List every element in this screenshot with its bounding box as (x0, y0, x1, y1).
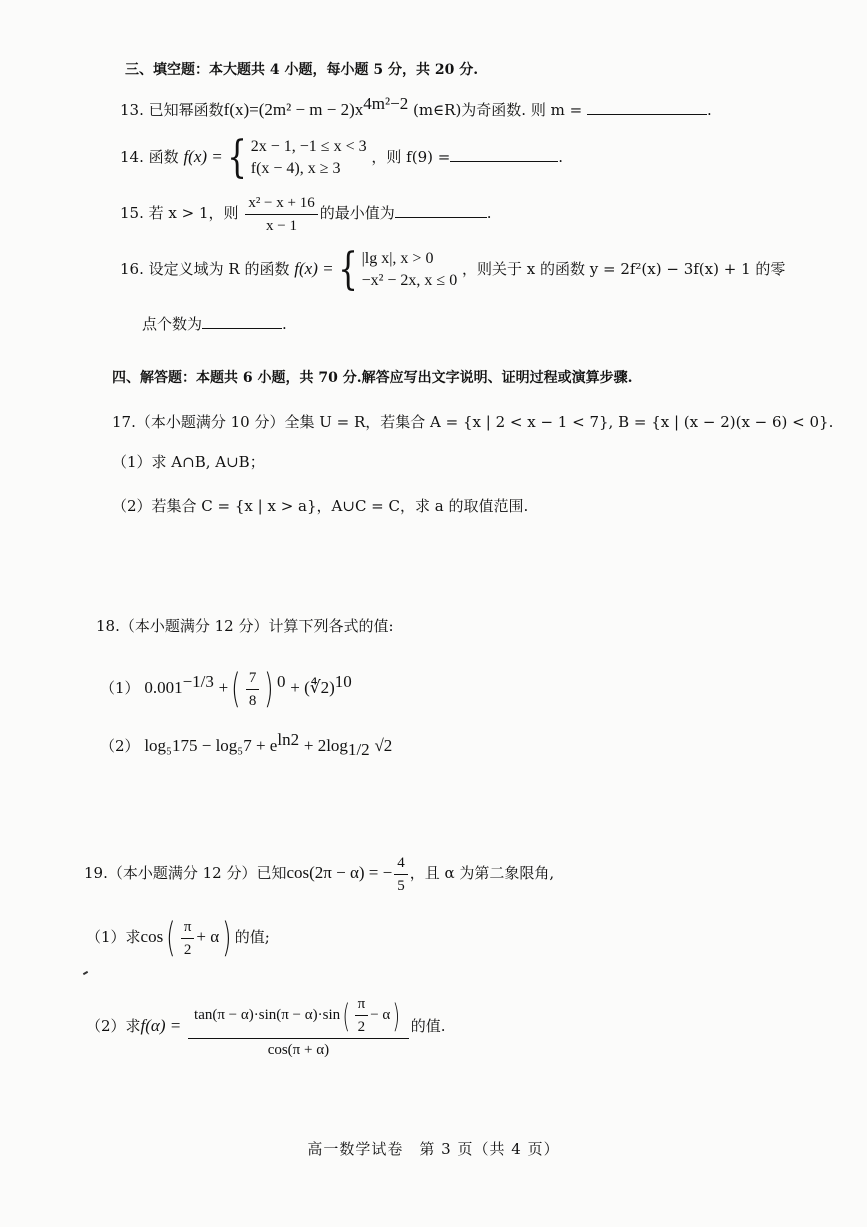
section-3-heading: 三、填空题：本大题共 4 小题，每小题 5 分，共 20 分. (125, 62, 479, 78)
piecewise-cases-16: |lg x|, x > 0 −x² − 2x, x ≤ 0 (361, 250, 458, 289)
answer-blank-15[interactable] (395, 203, 487, 218)
answer-blank-13[interactable] (587, 100, 707, 115)
fraction-7-8: $\frac{7}{8}$ (246, 667, 260, 712)
question-13: 13. 已知幂函数$f(x)=(2m^2 - m - 2)x^{4m^2-2}$ (m∈R)为奇函数. 则 m = . (120, 94, 712, 119)
question-19-part1: （1）求cos( $\frac{\pi}{2}$ + α) 的值; (86, 915, 270, 961)
brace-symbol: { (337, 244, 358, 295)
question-19-stem: 19.（本小题满分 12 分）已知cos(2π − α) = − $\frac{4}{5}$ ，且 α 为第二象限角, (84, 850, 554, 897)
question-15: 15. 若 x > 1，则 $\frac{\text{x² − x + 16}}{x - 1}$ 的最小值为 . (120, 190, 492, 237)
question-17-part1: （1）求 A∩B, A∪B； (112, 453, 265, 471)
question-18-part1: （1） $0.001^{-1/3}$ +( $\frac{7}{8}$ ) $^0$ + (∜2)$^{10}$ (100, 666, 352, 712)
fraction-4-5: $\frac{4}{5}$ (394, 852, 408, 897)
question-17-stem: 17.（本小题满分 10 分）全集 U = R，若集合 A = {x | 2 < x − 1 < 7}, B = {x | (x − 2)(x − 6) < 0}. (112, 413, 834, 431)
stray-mark (83, 971, 88, 975)
fraction-pi-2: $\frac{\pi}{2}$ (181, 916, 195, 961)
section-4-heading: 四、解答题：本题共 6 小题，共 70 分.解答应写出文字说明、证明过程或演算步骤. (112, 370, 633, 386)
answer-blank-16[interactable] (202, 314, 282, 329)
question-19-part2: （2）求f(α) = tan(π − α)·sin(π − α)·sin( $\frac{\pi}{2}$ − α) cos(π + α) 的值. (86, 990, 446, 1062)
question-18-part2: （2） $\log_5175 - \log_57 + e^{ln2} + 2\log_{1/2}$ √2 (100, 730, 393, 759)
brace-symbol: { (226, 132, 247, 183)
piecewise-cases-14: 2x − 1, −1 ≤ x < 3 f(x − 4), x ≥ 3 (250, 138, 367, 177)
question-16: 16. 设定义域为 R 的函数 f(x) ={ |lg x|, x > 0 −x² − 2x, x ≤ 0 ，则关于 x 的函数 y = 2f²(x) − 3f(x) + 1 的零 (120, 244, 786, 295)
page-footer: 高一数学试卷 第 3 页（共 4 页） (307, 1140, 560, 1158)
question-17-part2: （2）若集合 C = {x | x > a}，A∪C = C，求 a 的取值范围. (112, 497, 529, 515)
fraction-pi-2-inner: $\frac{\pi}{2}$ (355, 993, 369, 1038)
question-16-line2: 点个数为 . (142, 315, 287, 333)
question-18-stem: 18.（本小题满分 12 分）计算下列各式的值: (96, 617, 394, 635)
answer-blank-14[interactable] (450, 147, 558, 162)
question-14: 14. 函数 f(x) ={ 2x − 1, −1 ≤ x < 3 f(x − 4), x ≥ 3 ，则 f(9) = . (120, 132, 564, 183)
fraction-15: $\frac{\text{x² − x + 16}}{x - 1}$ (245, 192, 317, 237)
fraction-f-alpha: tan(π − α)·sin(π − α)·sin( $\frac{\pi}{2}$ − α) cos(π + α) (188, 993, 409, 1061)
